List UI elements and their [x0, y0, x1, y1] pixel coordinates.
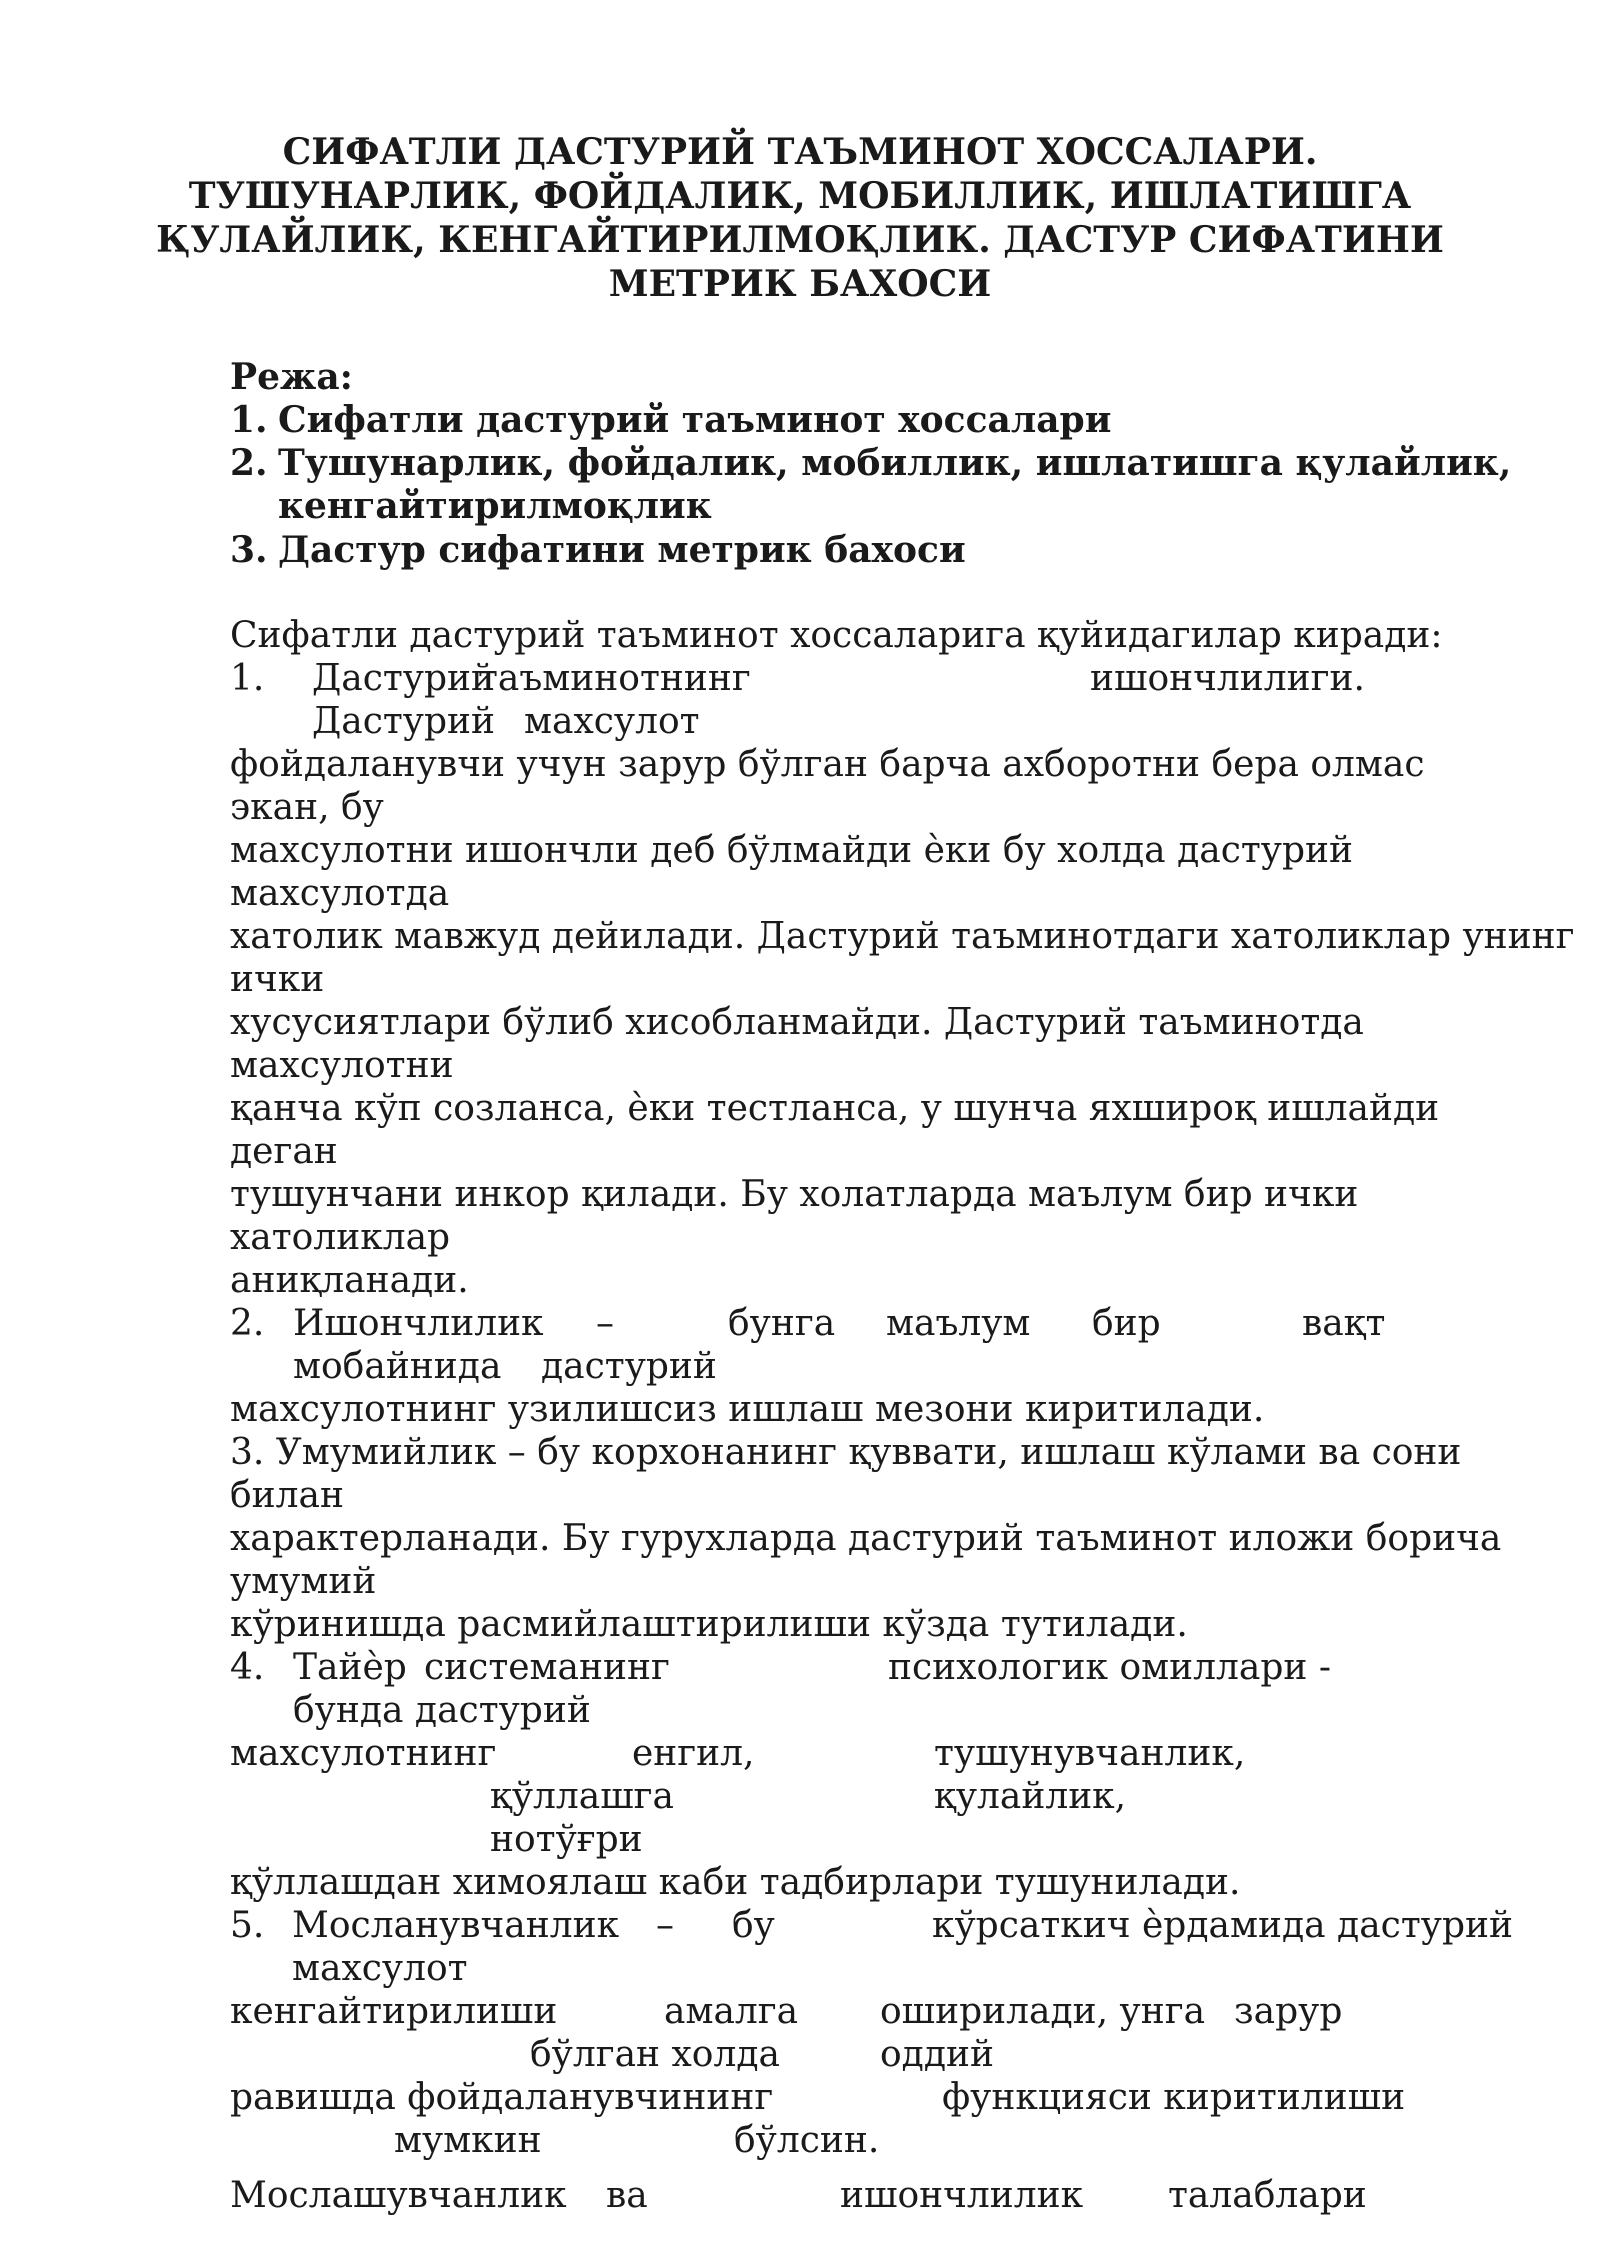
text-word: Мослашувчанлик	[230, 2175, 567, 2216]
text-word: Тайѐр	[293, 1647, 407, 1688]
text-line: махсулотни	[230, 1045, 454, 1086]
text-line: билан	[230, 1475, 344, 1516]
text-line: хатоликлар	[230, 1217, 451, 1258]
text-word: тушунувчанлик,	[934, 1733, 1246, 1774]
list-number: 2.	[230, 1303, 265, 1344]
text-word: талаблари	[1168, 2175, 1367, 2216]
title-line: ТУШУНАРЛИК, ФОЙДАЛИК, МОБИЛЛИК, ИШЛАТИШГА	[188, 175, 1412, 217]
text-word: –	[656, 1905, 674, 1946]
text-word: мумкин	[394, 2120, 542, 2161]
text-word: психологик омиллари -	[888, 1647, 1331, 1688]
text-line: қўллашдан химоялаш каби тадбирлари тушунилади.	[230, 1862, 1241, 1903]
text-line: хатолик мавжуд дейилади. Дастурий таъминотдаги хатоликлар унинг	[230, 916, 1575, 957]
plan-item-continuation: кенгайтирилмоқлик	[278, 485, 712, 527]
intro-text: Сифатли дастурий таъминот хоссаларига қуйидагилар киради:	[230, 615, 1443, 656]
text-word: нотўғри	[490, 1819, 643, 1860]
text-line: махсулотнинг узилишсиз ишлаш мезони киритилади.	[230, 1389, 1265, 1430]
text-word: махсулотнинг	[230, 1733, 497, 1774]
text-word: мобайнида	[293, 1346, 502, 1387]
text-word: қўллашга	[490, 1776, 674, 1817]
text-line: аниқланади.	[230, 1260, 469, 1301]
text-line: тушунчани инкор қилади. Бу холатларда маълум бир ички	[230, 1174, 1359, 1215]
text-line: махсулот	[292, 1948, 468, 1989]
title-line: СИФАТЛИ ДАСТУРИЙ ТАЪМИНОТ ХОССАЛАРИ.	[282, 131, 1318, 173]
text-line: хусусиятлари бўлиб хисобланмайди. Дастурий таъминотда	[230, 1002, 1364, 1043]
text-word: таъминотнинг	[478, 658, 751, 699]
plan-item-number: 3.	[230, 529, 268, 571]
text-word: кенгайтирилиши	[230, 1991, 558, 2032]
plan-item-number: 1.	[230, 399, 268, 441]
text-word: енгил,	[632, 1733, 755, 1774]
text-word: ишончлилиги.	[1090, 658, 1365, 699]
title-line: МЕТРИК БАХОСИ	[608, 263, 992, 305]
text-word: оширилади, унга	[880, 1991, 1206, 2032]
text-word: равишда фойдаланувчининг	[230, 2077, 774, 2118]
text-word: ва	[606, 2175, 648, 2216]
list-number: 4.	[230, 1647, 265, 1688]
text-line: бунда дастурий	[293, 1690, 591, 1731]
text-word: –	[596, 1303, 614, 1344]
text-word: Мосланувчанлик	[292, 1905, 620, 1946]
text-word: амалга	[664, 1991, 799, 2032]
text-word: ишончлилик	[840, 2175, 1084, 2216]
plan-heading: Режа:	[230, 356, 353, 398]
text-line: махсулотни ишончли деб бўлмайди ѐки бу холда дастурий	[230, 830, 1353, 871]
text-word: бир	[1092, 1303, 1161, 1344]
text-word: кўрсаткич ѐрдамида дастурий	[932, 1905, 1513, 1946]
text-word: бу	[732, 1905, 775, 1946]
text-line: фойдаланувчи учун зарур бўлган барча ахборотни бера олмас	[230, 744, 1425, 785]
text-line: экан, бу	[230, 787, 384, 828]
plan-item: Дастур сифатини метрик бахоси	[278, 529, 966, 571]
text-word: Дастурий	[312, 658, 496, 699]
text-line: махсулотда	[230, 873, 450, 914]
text-word: вақт	[1302, 1303, 1386, 1344]
text-line: ички	[230, 959, 325, 1000]
text-line: умумий	[230, 1561, 377, 1602]
text-word: дастурий	[541, 1346, 717, 1387]
text-word: функцияси киритилиши	[942, 2077, 1406, 2118]
text-line: қанча кўп созланса, ѐки тестланса, у шунча яхшироқ ишлайди	[230, 1088, 1440, 1129]
title-line: ҚУЛАЙЛИК, КЕНГАЙТИРИЛМОҚЛИК. ДАСТУР СИФАТИНИ	[156, 219, 1444, 261]
document-title	[0, 130, 1600, 306]
text-word: махсулот	[524, 701, 700, 742]
text-word: зарур	[1234, 1991, 1343, 2032]
plan-item-number: 2.	[230, 442, 268, 484]
text-word: қулайлик,	[934, 1776, 1127, 1817]
text-word: оддий	[880, 2034, 994, 2075]
list-number: 5.	[230, 1905, 265, 1946]
text-word: Ишончлилик	[293, 1303, 544, 1344]
text-line: 3. Умумийлик – бу корхонанинг қуввати, ишлаш кўлами ва сони	[230, 1432, 1462, 1473]
text-word: бўлган холда	[530, 2034, 780, 2075]
text-line: деган	[230, 1131, 338, 1172]
text-word: бўлсин.	[734, 2120, 880, 2161]
text-line: характерланади. Бу гурухларда дастурий таъминот иложи борича	[230, 1518, 1502, 1559]
list-number: 1.	[230, 658, 265, 699]
text-line: кўринишда расмийлаштирилиши кўзда тутилади.	[230, 1604, 1188, 1645]
plan-item: Сифатли дастурий таъминот хоссалари	[278, 399, 1112, 441]
text-word: системанинг	[424, 1647, 670, 1688]
plan-item: Тушунарлик, фойдалик, мобиллик, ишлатишга қулайлик,	[278, 442, 1512, 484]
text-word: маълум	[886, 1303, 1031, 1344]
text-word: Дастурий	[312, 701, 496, 742]
text-word: бунга	[728, 1303, 836, 1344]
